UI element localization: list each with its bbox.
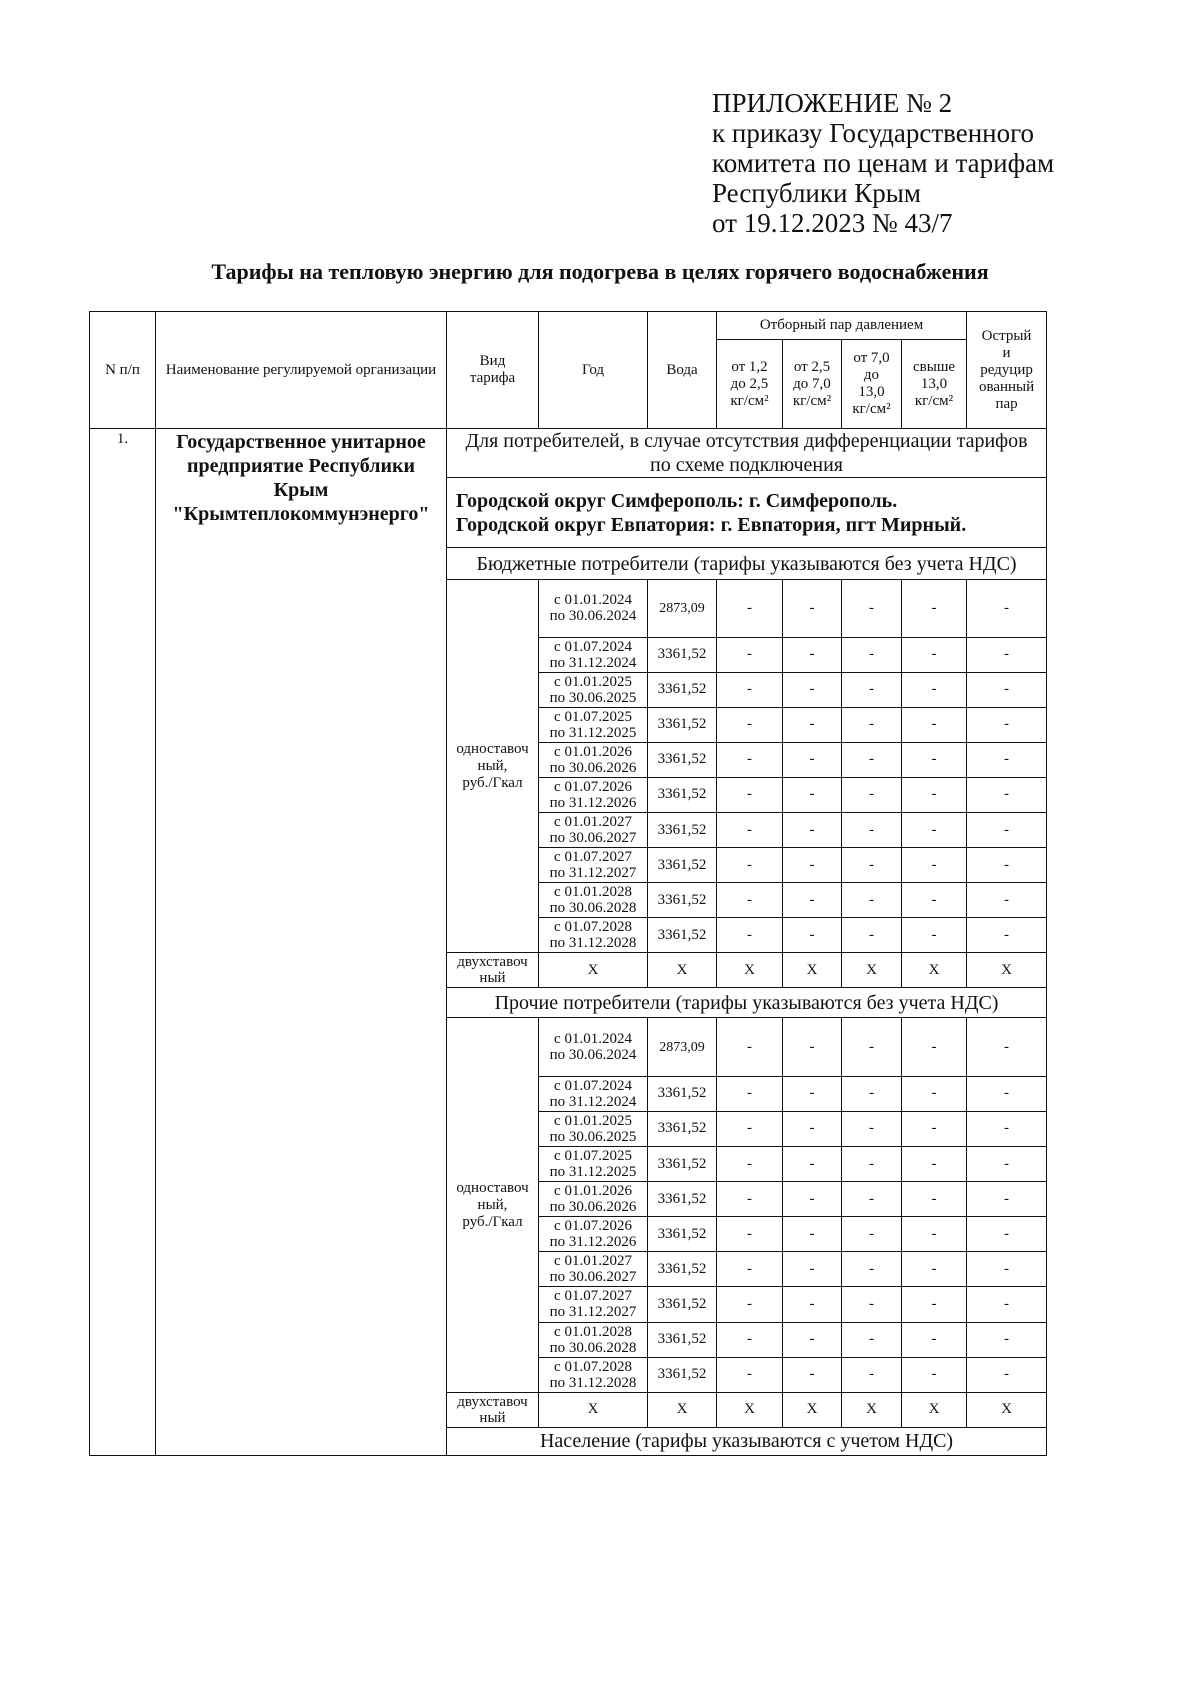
steam-value: -: [967, 1076, 1047, 1111]
document-title: Тарифы на тепловую энергию для подогрева в целях горячего водоснабжения: [211, 259, 989, 284]
steam-value: -: [783, 637, 842, 672]
steam-value: -: [842, 1322, 902, 1357]
steam-value: -: [842, 883, 902, 918]
steam-value: -: [783, 1182, 842, 1217]
steam-value: -: [717, 1076, 783, 1111]
steam-value: -: [902, 1217, 967, 1252]
steam-value: -: [783, 1076, 842, 1111]
water-value: 3361,52: [648, 812, 717, 847]
population-label: Население (тарифы указываются с учетом НДС): [447, 1427, 1047, 1455]
steam-value: -: [902, 1182, 967, 1217]
period-cell: с 01.07.2024 по 31.12.2024: [539, 1076, 648, 1111]
steam-value: -: [902, 883, 967, 918]
period-cell: с 01.01.2024 по 30.06.2024: [539, 580, 648, 638]
steam-value: -: [902, 1287, 967, 1322]
steam-value: -: [967, 848, 1047, 883]
steam-value: -: [783, 1322, 842, 1357]
steam-value: -: [783, 1111, 842, 1146]
table-body: [90, 429, 1047, 1456]
steam-value: -: [967, 672, 1047, 707]
period-cell: с 01.07.2026 по 31.12.2026: [539, 1217, 648, 1252]
header-tariff-type: Вид тарифа: [447, 312, 539, 429]
steam-value: -: [902, 918, 967, 953]
steam-value: -: [783, 1147, 842, 1182]
steam-value: -: [783, 883, 842, 918]
water-value: 3361,52: [648, 1182, 717, 1217]
steam-value: -: [967, 707, 1047, 742]
steam-value: -: [717, 1018, 783, 1077]
steam-value: -: [967, 580, 1047, 638]
water-value: 3361,52: [648, 1287, 717, 1322]
header-water: Вода: [648, 312, 717, 429]
period-cell: с 01.07.2028 по 31.12.2028: [539, 1357, 648, 1392]
steam-value: -: [842, 1111, 902, 1146]
steam-value: -: [967, 1147, 1047, 1182]
water-value: 3361,52: [648, 637, 717, 672]
steam-value: -: [902, 1147, 967, 1182]
steam-value: -: [842, 672, 902, 707]
steam-value: -: [967, 918, 1047, 953]
header-number: N п/п: [90, 312, 156, 429]
period-cell: с 01.01.2027 по 30.06.2027: [539, 1252, 648, 1287]
water-value: 3361,52: [648, 1076, 717, 1111]
consumer-group-label: Бюджетные потребители (тарифы указываются без учета НДС): [447, 548, 1047, 580]
steam-value: -: [717, 707, 783, 742]
water-value: 3361,52: [648, 848, 717, 883]
water-value: 3361,52: [648, 672, 717, 707]
steam-value: -: [717, 637, 783, 672]
steam-value: -: [967, 1252, 1047, 1287]
two-rate-value: X: [783, 953, 842, 988]
steam-value: -: [783, 1217, 842, 1252]
steam-value: -: [967, 1182, 1047, 1217]
steam-value: -: [902, 672, 967, 707]
steam-value: -: [842, 637, 902, 672]
entry-number: 1.: [90, 429, 156, 1456]
territory: Городской округ Симферополь: г. Симферополь. Городской округ Евпатория: г. Евпатория, пгт Мирный.: [447, 478, 1047, 548]
header-row: [90, 312, 1047, 340]
organization-name: Государственное унитарное предприятие Республики Крым "Крымтеплокоммунэнерго": [156, 429, 447, 1456]
steam-value: -: [717, 883, 783, 918]
steam-value: -: [783, 580, 842, 638]
water-value: 3361,52: [648, 707, 717, 742]
steam-value: -: [967, 1217, 1047, 1252]
tariff-table: [89, 311, 1047, 1456]
steam-value: -: [842, 1252, 902, 1287]
header-year: Год: [539, 312, 648, 429]
steam-value: -: [967, 812, 1047, 847]
steam-value: -: [842, 1018, 902, 1077]
period-cell: с 01.07.2025 по 31.12.2025: [539, 1147, 648, 1182]
steam-value: -: [717, 1217, 783, 1252]
steam-value: -: [842, 1076, 902, 1111]
two-rate-label: двухставоч ный: [447, 1392, 539, 1427]
appendix-line: от 19.12.2023 № 43/7: [712, 208, 953, 238]
steam-value: -: [717, 1357, 783, 1392]
water-value: 2873,09: [648, 580, 717, 638]
header-sharp-steam: Острый и редуцир ованный пар: [967, 312, 1047, 429]
steam-value: -: [902, 812, 967, 847]
steam-value: -: [842, 918, 902, 953]
two-rate-value: X: [902, 953, 967, 988]
steam-value: -: [842, 848, 902, 883]
header-steam-2-5-to-7-0: от 2,5 до 7,0 кг/см²: [783, 340, 842, 429]
steam-value: -: [842, 742, 902, 777]
entry-note: Для потребителей, в случае отсутствия дифференциации тарифов по схеме подключения: [447, 429, 1047, 478]
water-value: 2873,09: [648, 1018, 717, 1077]
header-steam-1-2-to-2-5: от 1,2 до 2,5 кг/см²: [717, 340, 783, 429]
steam-value: -: [783, 1252, 842, 1287]
steam-value: -: [902, 1111, 967, 1146]
two-rate-value: X: [539, 1392, 648, 1427]
steam-value: -: [717, 1111, 783, 1146]
two-rate-value: X: [539, 953, 648, 988]
steam-value: -: [717, 1322, 783, 1357]
steam-value: -: [967, 1287, 1047, 1322]
period-cell: с 01.07.2025 по 31.12.2025: [539, 707, 648, 742]
water-value: 3361,52: [648, 1111, 717, 1146]
period-cell: с 01.01.2026 по 30.06.2026: [539, 1182, 648, 1217]
period-cell: с 01.01.2028 по 30.06.2028: [539, 883, 648, 918]
steam-value: -: [902, 637, 967, 672]
steam-value: -: [783, 707, 842, 742]
water-value: 3361,52: [648, 883, 717, 918]
steam-value: -: [717, 1147, 783, 1182]
steam-value: -: [783, 777, 842, 812]
two-rate-value: X: [717, 1392, 783, 1427]
steam-value: -: [783, 1287, 842, 1322]
period-cell: с 01.01.2027 по 30.06.2027: [539, 812, 648, 847]
period-cell: с 01.07.2026 по 31.12.2026: [539, 777, 648, 812]
steam-value: -: [717, 918, 783, 953]
steam-value: -: [842, 707, 902, 742]
steam-value: -: [902, 848, 967, 883]
steam-value: -: [783, 812, 842, 847]
steam-value: -: [842, 580, 902, 638]
single-rate-label: одноставоч ный, руб./Гкал: [447, 1018, 539, 1392]
steam-value: -: [717, 812, 783, 847]
header-steam-group: Отборный пар давлением: [717, 312, 967, 340]
appendix-line: к приказу Государственного: [712, 118, 1035, 148]
two-rate-value: X: [967, 953, 1047, 988]
steam-value: -: [902, 1322, 967, 1357]
consumer-group-label: Прочие потребители (тарифы указываются без учета НДС): [447, 988, 1047, 1018]
steam-value: -: [902, 707, 967, 742]
steam-value: -: [842, 1287, 902, 1322]
steam-value: -: [902, 1076, 967, 1111]
header-organization: Наименование регулируемой организации: [156, 312, 447, 429]
steam-value: -: [842, 1357, 902, 1392]
steam-value: -: [717, 672, 783, 707]
appendix-line: комитета по ценам и тарифам: [712, 148, 1055, 178]
appendix-line: ПРИЛОЖЕНИЕ № 2: [712, 88, 953, 118]
steam-value: -: [717, 1287, 783, 1322]
two-rate-value: X: [842, 953, 902, 988]
water-value: 3361,52: [648, 1357, 717, 1392]
steam-value: -: [902, 1357, 967, 1392]
steam-value: -: [902, 777, 967, 812]
two-rate-value: X: [842, 1392, 902, 1427]
period-cell: с 01.07.2027 по 31.12.2027: [539, 1287, 648, 1322]
period-cell: с 01.07.2027 по 31.12.2027: [539, 848, 648, 883]
water-value: 3361,52: [648, 1322, 717, 1357]
header-steam-7-0-to-13-0: от 7,0 до 13,0 кг/см²: [842, 340, 902, 429]
steam-value: -: [902, 1018, 967, 1077]
period-cell: с 01.01.2025 по 30.06.2025: [539, 1111, 648, 1146]
steam-value: -: [842, 812, 902, 847]
appendix-line: Республики Крым: [712, 178, 921, 208]
steam-value: -: [902, 1252, 967, 1287]
steam-value: -: [967, 1018, 1047, 1077]
steam-value: -: [967, 883, 1047, 918]
two-rate-label: двухставоч ный: [447, 953, 539, 988]
table-header: [90, 312, 1047, 429]
water-value: 3361,52: [648, 742, 717, 777]
steam-value: -: [717, 742, 783, 777]
steam-value: -: [717, 777, 783, 812]
period-cell: с 01.01.2025 по 30.06.2025: [539, 672, 648, 707]
header-steam-over-13-0: свыше 13,0 кг/см²: [902, 340, 967, 429]
steam-value: -: [967, 1322, 1047, 1357]
two-rate-value: X: [717, 953, 783, 988]
steam-value: -: [902, 742, 967, 777]
steam-value: -: [842, 1182, 902, 1217]
two-rate-value: X: [648, 1392, 717, 1427]
water-value: 3361,52: [648, 1217, 717, 1252]
steam-value: -: [717, 848, 783, 883]
steam-value: -: [783, 918, 842, 953]
steam-value: -: [783, 1018, 842, 1077]
steam-value: -: [967, 742, 1047, 777]
steam-value: -: [717, 1252, 783, 1287]
steam-value: -: [783, 742, 842, 777]
water-value: 3361,52: [648, 918, 717, 953]
two-rate-value: X: [967, 1392, 1047, 1427]
steam-value: -: [902, 580, 967, 638]
steam-value: -: [783, 1357, 842, 1392]
steam-value: -: [842, 777, 902, 812]
period-cell: с 01.01.2026 по 30.06.2026: [539, 742, 648, 777]
steam-value: -: [967, 637, 1047, 672]
period-cell: с 01.07.2024 по 31.12.2024: [539, 637, 648, 672]
steam-value: -: [842, 1217, 902, 1252]
single-rate-label: одноставоч ный, руб./Гкал: [447, 580, 539, 953]
water-value: 3361,52: [648, 1147, 717, 1182]
steam-value: -: [717, 580, 783, 638]
appendix-block: [712, 88, 1054, 238]
steam-value: -: [967, 777, 1047, 812]
two-rate-value: X: [648, 953, 717, 988]
steam-value: -: [717, 1182, 783, 1217]
two-rate-value: X: [902, 1392, 967, 1427]
steam-value: -: [842, 1147, 902, 1182]
water-value: 3361,52: [648, 777, 717, 812]
period-cell: с 01.07.2028 по 31.12.2028: [539, 918, 648, 953]
steam-value: -: [783, 848, 842, 883]
entry-note-row: [90, 429, 1047, 478]
steam-value: -: [967, 1357, 1047, 1392]
steam-value: -: [783, 672, 842, 707]
two-rate-value: X: [783, 1392, 842, 1427]
water-value: 3361,52: [648, 1252, 717, 1287]
steam-value: -: [967, 1111, 1047, 1146]
period-cell: с 01.01.2028 по 30.06.2028: [539, 1322, 648, 1357]
period-cell: с 01.01.2024 по 30.06.2024: [539, 1018, 648, 1077]
